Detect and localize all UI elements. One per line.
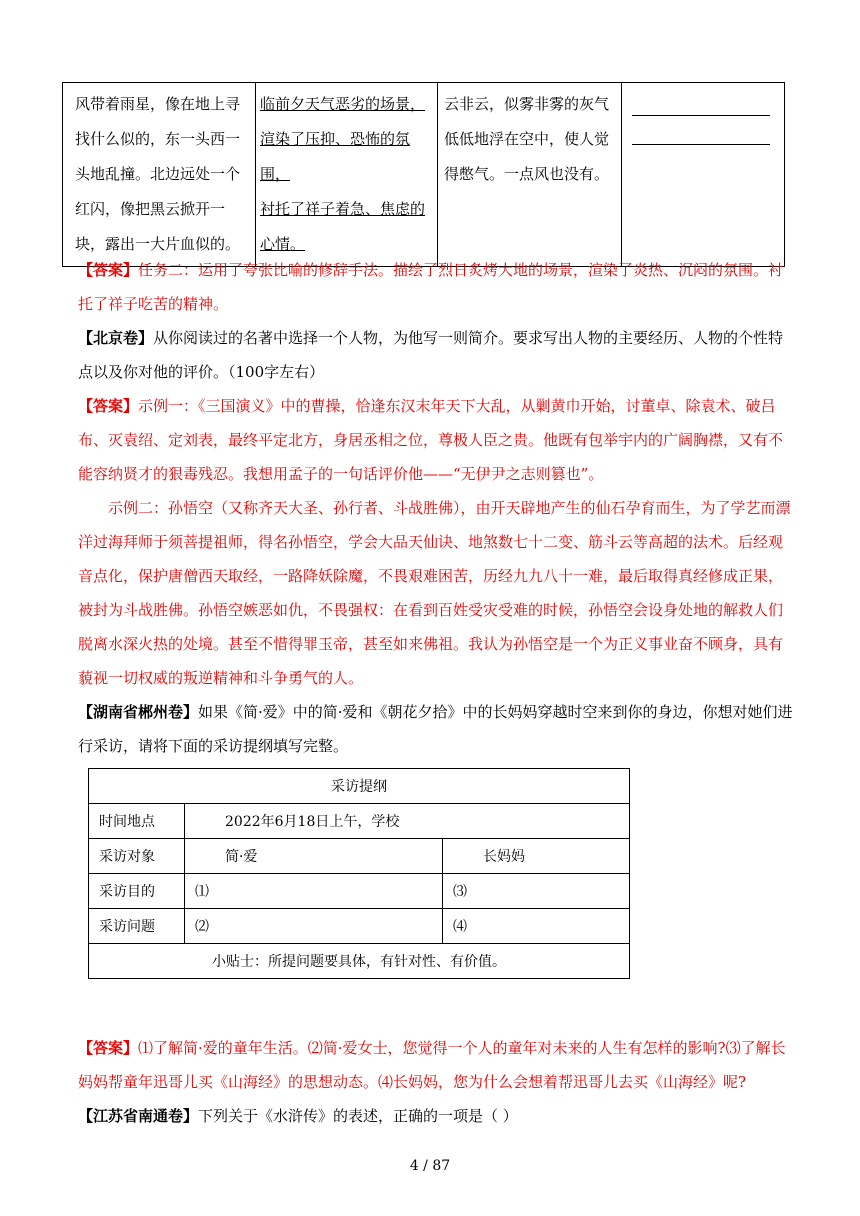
interview-outline-table — [88, 768, 630, 979]
table-cell-analysis — [256, 83, 438, 267]
question-chenzhou — [78, 695, 794, 763]
time-place-label: 时间地点 — [89, 804, 185, 839]
question-tag: 【北京卷】 — [78, 329, 154, 347]
table-cell-original-text: 风带着雨星，像在地上寻找什么似的，东一头西一头地乱撞。北边远处一个红闪，像把黑云掀开一块，露出一大片血似的。 — [63, 83, 256, 267]
question-text: 下列关于《水浒传》的表述，正确的一项是（ ） — [198, 1107, 518, 1125]
answer-text: 任务二：运用了夸张比喻的修辞手法。描绘了烈日炙烤大地的场景，渲染了炎热、沉闷的氛围。衬托了祥子吃苦的精神。 — [78, 261, 784, 313]
table-cell-blank — [622, 83, 785, 267]
purpose-3-cell: ⑶ — [443, 874, 630, 909]
time-place-value: 2022年6月18日上午，学校 — [185, 804, 630, 839]
answer-text: ⑴了解简·爱的童年生活。⑵简·爱女士，您觉得一个人的童年对未来的人生有怎样的影响?⑶了解长妈妈帮童年迅哥儿买《山海经》的思想动态。⑷长妈妈，您为什么会想着帮迅哥儿去买《山海经》呢? — [78, 1039, 786, 1091]
analysis-line: 渲染了压抑、恐怖的氛围， — [260, 130, 411, 183]
answer-table — [62, 82, 785, 267]
answer-tag: 【答案】 — [78, 1039, 139, 1057]
answer-paragraph-1 — [78, 253, 794, 321]
question-label: 采访问题 — [89, 909, 185, 944]
question-tag: 【湖南省郴州卷】 — [78, 703, 199, 721]
blank-line — [632, 122, 770, 145]
table-cell-original-text-2: 云非云，似雾非雾的灰气低低地浮在空中，使人觉得憋气。一点风也没有。 — [438, 83, 622, 267]
question-beijing — [78, 321, 794, 389]
question-nantong — [78, 1099, 794, 1133]
target-changmama: 长妈妈 — [443, 839, 630, 874]
page-number: 4 / 87 — [409, 1158, 451, 1174]
interview-tip: 小贴士：所提问题要具体，有针对性、有价值。 — [89, 944, 630, 979]
answer-text: 示例一：《三国演义》中的曹操，恰逢东汉末年天下大乱，从剿黄巾开始，讨董卓、除袁术、破吕布、灭袁绍、定刘表，最终平定北方，身居丞相之位，尊极人臣之贵。他既有包举宇内的广阔胸襟，又有不能容纳贤才的狠毒残忍。我想用孟子的一句话评价他——“无伊尹之志则篡也”。 — [78, 397, 784, 483]
question-4-cell: ⑷ — [443, 909, 630, 944]
purpose-1-cell: ⑴ — [185, 874, 443, 909]
answer-tag: 【答案】 — [78, 397, 139, 415]
answer-tag: 【答案】 — [78, 261, 139, 279]
question-text: 从你阅读过的名著中选择一个人物，为他写一则简介。要求写出人物的主要经历、人物的个性特点以及你对他的评价。（100字左右） — [78, 329, 784, 381]
answer-paragraph-2 — [78, 389, 794, 491]
question-tag: 【江苏省南通卷】 — [78, 1107, 199, 1125]
interview-title: 采访提纲 — [89, 769, 630, 804]
target-jane: 简·爱 — [185, 839, 443, 874]
blank-line — [632, 93, 770, 116]
answer-paragraph-2b: 示例二：孙悟空（又称齐天大圣、孙行者、斗战胜佛），由开天辟地产生的仙石孕育而生，为了学艺而漂洋过海拜师于须菩提祖师，得名孙悟空，学会大品天仙诀、地煞数七十二变、筋斗云等高超的法术。后经观音点化，保护唐僧西天取经，一路降妖除魔，不畏艰难困苦，历经九九八十一难，最后取得真经修成正果，被封为斗战胜佛。孙悟空嫉恶如仇，不畏强权：在看到百姓受灾受难的时候，孙悟空会设身处地的解救人们脱离水深火热的处境。甚至不惜得罪玉帝，甚至如来佛祖。我认为孙悟空是一个为正义事业奋不顾身，具有藐视一切权威的叛逆精神和斗争勇气的人。 — [78, 499, 791, 687]
question-2-cell: ⑵ — [185, 909, 443, 944]
answer-paragraph-3 — [78, 1031, 794, 1099]
question-text: 如果《简·爱》中的简·爱和《朝花夕拾》中的长妈妈穿越时空来到你的身边，你想对她们进行采访，请将下面的采访提纲填写完整。 — [78, 703, 793, 755]
analysis-line: 临前夕天气恶劣的场景， — [260, 95, 426, 113]
purpose-label: 采访目的 — [89, 874, 185, 909]
target-label: 采访对象 — [89, 839, 185, 874]
analysis-line: 衬托了祥子着急、焦虑的 — [260, 200, 426, 218]
analysis-line: 心情。 — [260, 235, 306, 253]
